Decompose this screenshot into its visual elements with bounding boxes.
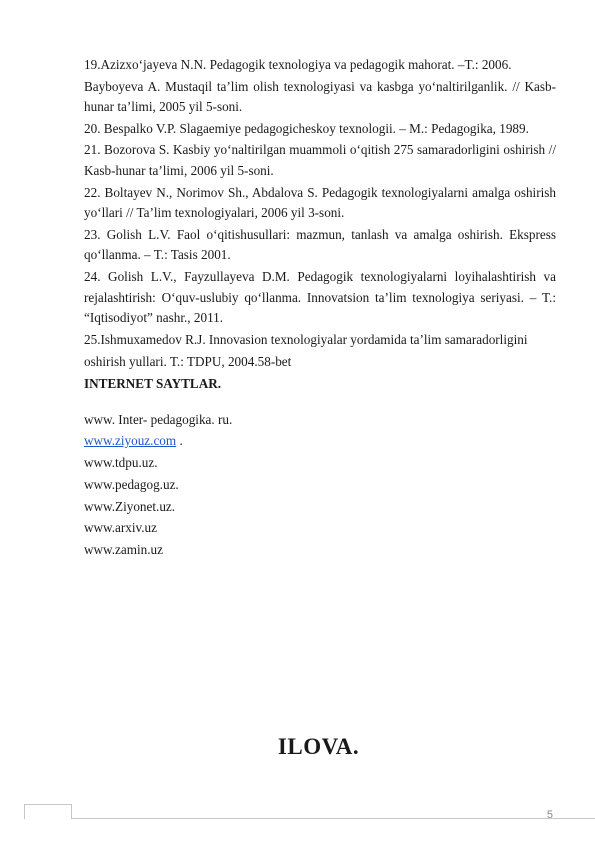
reference-item-19: 19.Azizxo‘jayeva N.N. Pedagogik texnologiya va pedagogik mahorat. –T.: 2006.: [84, 57, 512, 72]
page-number: 5: [546, 809, 553, 821]
reference-item-25: 25.Ishmuxamedov R.J. Innovasion texnologiyalar yordamida ta’lim samaradorligini: [84, 331, 528, 347]
reference-item-23: 23. Golish L.V. Faol o‘qitishusullari: mazmun, tanlash va amalga oshirish. Ekspress qo‘llanma. – T.: Tasis 2001.: [84, 226, 556, 263]
page-content: [84, 55, 556, 562]
footer-rule: [72, 818, 595, 819]
site-item-pedagog: www.pedagog.uz.: [84, 476, 179, 492]
reference-item-20: 20. Bespalko V.P. Slagaemiye pedagogicheskoy texnologii. – M.: Pedagogika, 1989.: [84, 120, 529, 136]
site-item-zamin: www.zamin.uz: [84, 542, 163, 558]
internet-sites-heading: INTERNET SAYTLAR.: [84, 375, 222, 391]
site-item-arxiv: www.arxiv.uz: [84, 520, 157, 536]
appendix-title: ILOVA.: [277, 734, 360, 759]
ziyouz-suffix: .: [176, 433, 183, 449]
reference-item-25-continuation: oshirish yullari. T.: TDPU, 2004.58-bet: [84, 354, 292, 370]
reference-item-22: 22. Boltayev N., Norimov Sh., Abdalova S. Pedagogik texnologiyalarni amalga oshirish yo‘llari // Ta’lim texnologiyalari, 2006 yil 3-soni.: [84, 184, 556, 221]
reference-item-bayboyeva: Bayboyeva A. Mustaqil ta’lim olish texnologiyasi va kasbga yo‘naltirilganlik. // Kasb-hunar ta’limi, 2005 yil 5-soni.: [84, 78, 556, 115]
reference-item-24: 24. Golish L.V., Fayzullayeva D.M. Pedagogik texnologiyalarni loyihalashtirish va rejalashtirish: O‘quv-uslubiy qo‘llanma. Innovatsion ta’lim texnologiya seriyasi. – T.: “Iqtisodiyot” nashr., 2011.: [84, 268, 556, 326]
internet-sites-list: [84, 410, 556, 561]
reference-list: [84, 55, 556, 373]
reference-item-21: 21. Bozorova S. Kasbiy yo‘naltirilgan muammoli o‘qitish 275 samaradorligini oshirish // Kasb-hunar ta’limi, 2006 yil 5-soni.: [84, 142, 556, 178]
site-item-ziyonet: www.Ziyonet.uz.: [84, 498, 176, 514]
ziyouz-link[interactable]: www.ziyouz.com: [84, 433, 177, 449]
site-item-inter-pedagogika: www. Inter- pedagogika. ru.: [84, 411, 233, 427]
site-item-tdpu: www.tdpu.uz.: [84, 455, 158, 471]
footer-tab: [24, 804, 72, 819]
site-item-ziyouz: [84, 431, 556, 452]
